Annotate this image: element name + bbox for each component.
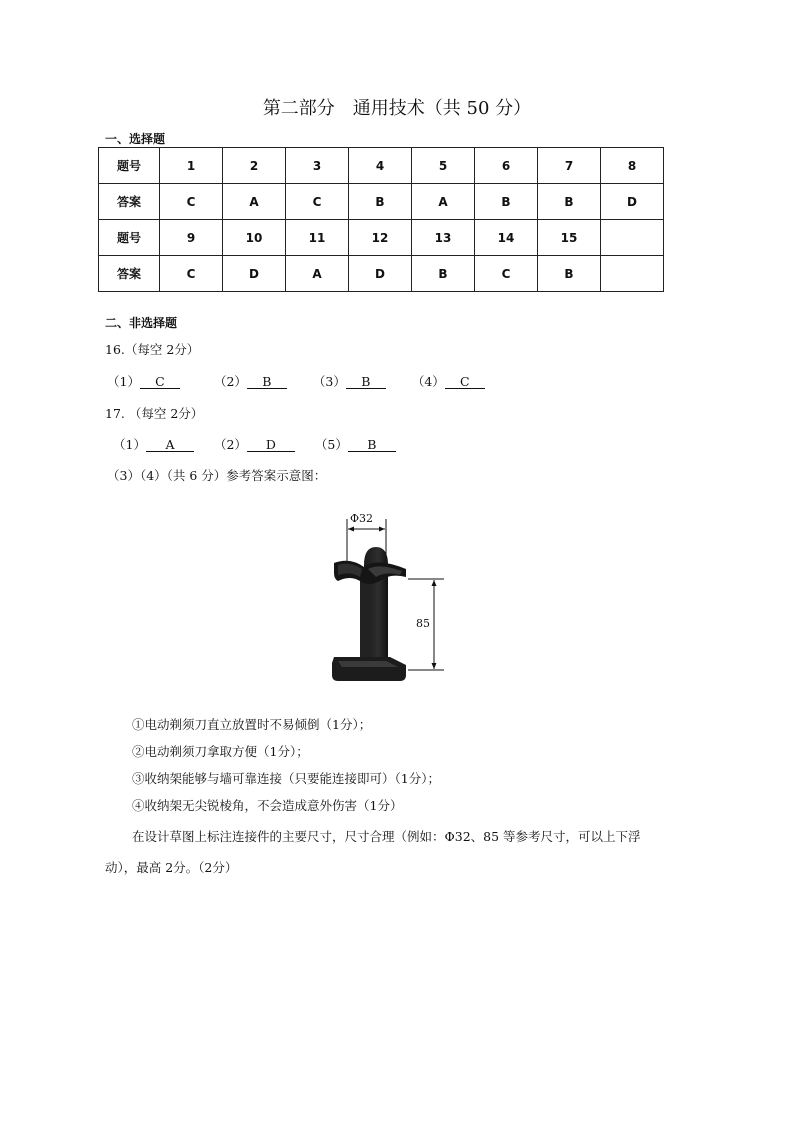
table-cell: 11 [286,220,349,256]
table-cell: 7 [538,148,601,184]
table-row-header: 题号 [99,220,160,256]
q17-title: 17. （每空 2分） [105,406,204,421]
table-cell: C [160,256,223,292]
table-cell [601,256,664,292]
table-cell: 12 [349,220,412,256]
q16-answers: （1） C （2） B （3） B （4） C [107,372,485,390]
note-line-1: 在设计草图上标注连接件的主要尺寸，尺寸合理（例如：Φ32、85 等参考尺寸，可以上下浮 [132,829,641,844]
table-row-header: 答案 [99,184,160,220]
table-cell: A [412,184,475,220]
table-cell: C [160,184,223,220]
table-row [99,184,664,220]
table-cell: B [412,256,475,292]
table-cell: B [538,256,601,292]
q17-answers: （1） A （2） D （5） B [113,435,396,453]
q16-answer-4: C [445,375,485,389]
q17-answer-1: A [146,438,194,452]
q16-answer-3: B [346,375,386,389]
q17-answer-5: B [348,438,396,452]
q16-answer-1: C [140,375,180,389]
design-point-3: ③收纳架能够与墙可靠连接（只要能连接即可）（1分）； [132,771,440,786]
q17-answer-2: D [247,438,295,452]
table-cell: 8 [601,148,664,184]
design-point-1: ①电动剃须刀直立放置时不易倾倒（1分）； [132,717,372,732]
q16-title: 16.（每空 2分） [105,342,200,357]
table-cell: B [538,184,601,220]
page-title: 第二部分 通用技术（共 50 分） [262,98,532,119]
design-point-2: ②电动剃须刀拿取方便（1分）； [132,744,309,759]
section-heading-choice: 一、选择题 [105,132,166,146]
shaver-holder-sketch [320,505,460,689]
table-cell: D [601,184,664,220]
table-cell: 10 [223,220,286,256]
table-row-header: 答案 [99,256,160,292]
dim-height-label: 85 [416,617,430,630]
table-cell: C [475,256,538,292]
table-row [99,256,664,292]
table-cell: B [475,184,538,220]
table-cell: 14 [475,220,538,256]
table-cell: 1 [160,148,223,184]
table-cell: A [223,184,286,220]
sketch-intro: （3）（4）（共 6 分）参考答案示意图： [107,468,327,483]
table-cell: 9 [160,220,223,256]
table-cell: B [349,184,412,220]
section-heading-nonchoice: 二、非选择题 [105,316,178,330]
table-row [99,220,664,256]
table-cell: 3 [286,148,349,184]
shaver-holder-diagram [320,505,460,685]
table-cell: A [286,256,349,292]
table-row [99,148,664,184]
table-cell: 13 [412,220,475,256]
table-cell: C [286,184,349,220]
table-row-header: 题号 [99,148,160,184]
table-cell: 6 [475,148,538,184]
dim-diameter-label: Φ32 [350,512,374,525]
table-cell: D [223,256,286,292]
table-cell [601,220,664,256]
table-cell: 4 [349,148,412,184]
table-cell: 15 [538,220,601,256]
q16-answer-2: B [247,375,287,389]
note-line-2: 动），最高 2分。（2分） [105,860,238,875]
answer-table [98,147,664,292]
design-point-4: ④收纳架无尖锐棱角，不会造成意外伤害（1分） [132,798,403,813]
table-cell: 5 [412,148,475,184]
table-cell: D [349,256,412,292]
table-cell: 2 [223,148,286,184]
